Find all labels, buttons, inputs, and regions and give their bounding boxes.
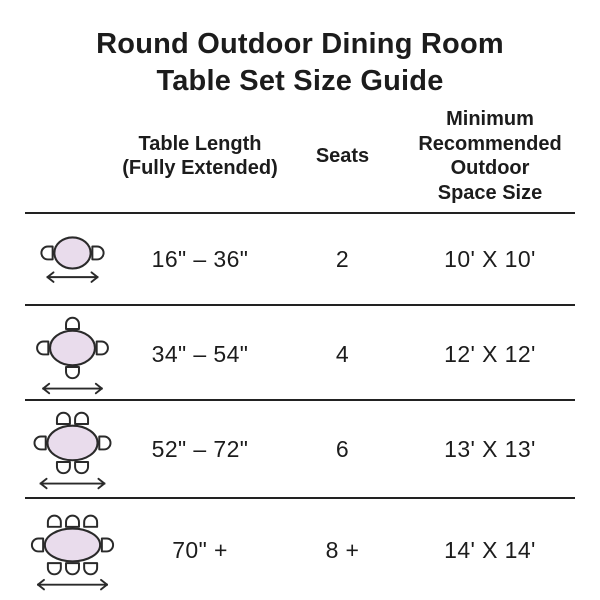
- table-icon-cell: [25, 306, 120, 402]
- table-length-value: 16" – 36": [151, 245, 249, 272]
- space-size-value: 10' X 10': [444, 245, 536, 272]
- table-icon-cell: [25, 401, 120, 497]
- space-size-value: 13' X 13': [444, 435, 536, 462]
- table-header-row: [25, 100, 575, 212]
- space-size-value: 12' X 12': [444, 340, 536, 367]
- header-table-length: Table Length (Fully Extended): [122, 132, 278, 180]
- table-icon-cell: [25, 504, 120, 598]
- seats-value: 2: [335, 245, 350, 272]
- table-length-value: 52" – 72": [151, 435, 249, 462]
- header-seats: Seats: [315, 145, 370, 168]
- round-table-2-seats-top-view-icon: [25, 230, 120, 288]
- table-row: [25, 212, 575, 304]
- round-table-8-seats-top-view-icon: [25, 504, 120, 598]
- table-length-value: 34" – 54": [151, 340, 249, 367]
- table-row: [25, 304, 575, 399]
- seats-value: 8 +: [325, 537, 360, 564]
- table-icon-cell: [25, 230, 120, 288]
- page-title-line1: Round Outdoor Dining Room: [96, 28, 504, 60]
- seats-value: 6: [335, 435, 350, 462]
- seats-value: 4: [335, 340, 350, 367]
- table-row: [25, 399, 575, 497]
- round-table-6-seats-top-view-icon: [25, 401, 120, 497]
- page-title: [25, 0, 575, 100]
- table-body: [25, 212, 575, 600]
- header-space-size: Minimum Recommended Outdoor Space Size: [418, 108, 562, 204]
- page-title-line2: Table Set Size Guide: [156, 65, 444, 98]
- table-row: [25, 497, 575, 600]
- round-table-4-seats-top-view-icon: [25, 306, 120, 402]
- table-length-value: 70" +: [172, 537, 228, 564]
- space-size-value: 14' X 14': [444, 537, 536, 564]
